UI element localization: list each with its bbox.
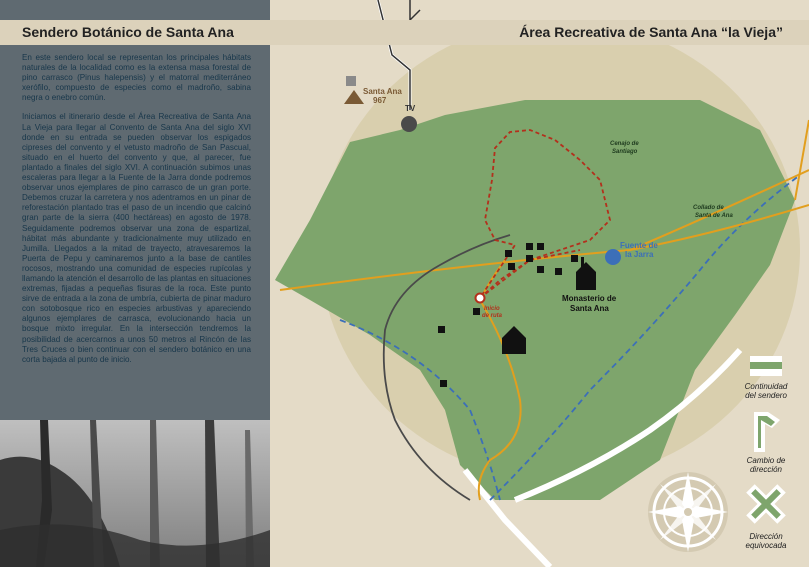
cenajo-label-1: Cenajo de (610, 141, 639, 147)
santa-ana-label: Santa Ana (363, 87, 402, 96)
map-title: Área Recreativa de Santa Ana “la Vieja” (519, 24, 783, 40)
tv-label: TV (405, 104, 416, 113)
inicio-label-1: Inicio (484, 306, 500, 312)
elevation-label: 967 (373, 96, 387, 105)
fuente-label-2: la Jarra (625, 250, 654, 259)
wrong-direction-icon (746, 484, 786, 524)
summit-square (346, 76, 356, 86)
monasterio-label-2: Santa Ana (570, 304, 609, 313)
trail-map (270, 0, 809, 567)
trail-start-icon (476, 294, 485, 303)
fuente-icon (605, 249, 621, 265)
collado-label-2: Santa de Ana (695, 213, 733, 219)
intro-paragraph: En este sendero local se representan los principales hábitats naturales de la localidad como es la extensa masa forestal de pino carrasco (Pinus halepensis) y el matorral mediterráneo xerófilo, compuesto de especies como el madroño, sabina negra o enebro común. (22, 53, 251, 103)
cenajo-label-2: Santiago (612, 149, 638, 155)
forest-area (275, 100, 795, 500)
peak-icon (344, 90, 364, 104)
inicio-label-2: de ruta (482, 313, 503, 319)
legend-cambio-2: dirección (749, 465, 783, 474)
tv-antenna-icon (401, 116, 417, 132)
legend-equivocada-2: equivocada (745, 541, 787, 550)
itinerary-paragraph: Iniciamos el itinerario desde el Área Recreativa de Santa Ana La Vieja para llegar al Convento de Santa Ana del siglo XVI donde en su entrada se pueden observar los espigados cipreses del convento y el vetusto madroño de San Pascual, situado en el huerto del convento y que, al parecer, fue plantado a finales del siglo XVI. A continuación subimos unas escaleras para llegar a la Fuente de la Jarra donde podremos observar unos ejemplares de pino carrasco de un gran porte. Debemos cruzar la carretera y nos adentramos en un pinar de reforestación plantado tras el paso de un incendio que calcinó gran parte de la sierra (400 hectáreas) en agosto de 1978. Seguidamente podremos observar una zona de espartizal, hábitat más abundante y tradicionalmente muy utilizado en Jumilla. Llegados a la mitad de trayecto, atravesaremos la Puerta de Pepu y caminaremos junto a la base de cantiles rocosos, mostrando una comunidad de especies rupícolas y llamando la atención el desarrollo de las plantas en situaciones extremas, fijadas a pequeñas fisuras de la roca. Este punto sirve de entrada a la zona de umbría, cubierta de pinar maduro con sotobosque rico en especies arbustivas y apareciendo algunos ejemplares de carrasca, evolucionando hacia un bosque mixto irregular. En la intersección tendremos la posibilidad de acercarnos a unos 50 metros al Rincón de las Tres Cruces o bien continuar con el sendero botánico en una corta bajada al punto de inicio. (22, 112, 251, 364)
legend (745, 356, 788, 550)
panel-description (22, 53, 251, 374)
legend-cambio-1: Cambio de (746, 456, 786, 465)
compass-rose-icon (648, 472, 728, 552)
fuente-label-1: Fuente de (620, 241, 658, 250)
panel-title: Sendero Botánico de Santa Ana (22, 24, 234, 40)
legend-equivocada-1: Dirección (749, 532, 783, 541)
legend-continuidad-1: Continuidad (744, 382, 788, 391)
collado-label-1: Collado de (693, 205, 724, 211)
legend-continuidad-2: del sendero (745, 391, 787, 400)
monasterio-label-1: Monasterio de (562, 294, 617, 303)
forest-photo (0, 420, 270, 567)
